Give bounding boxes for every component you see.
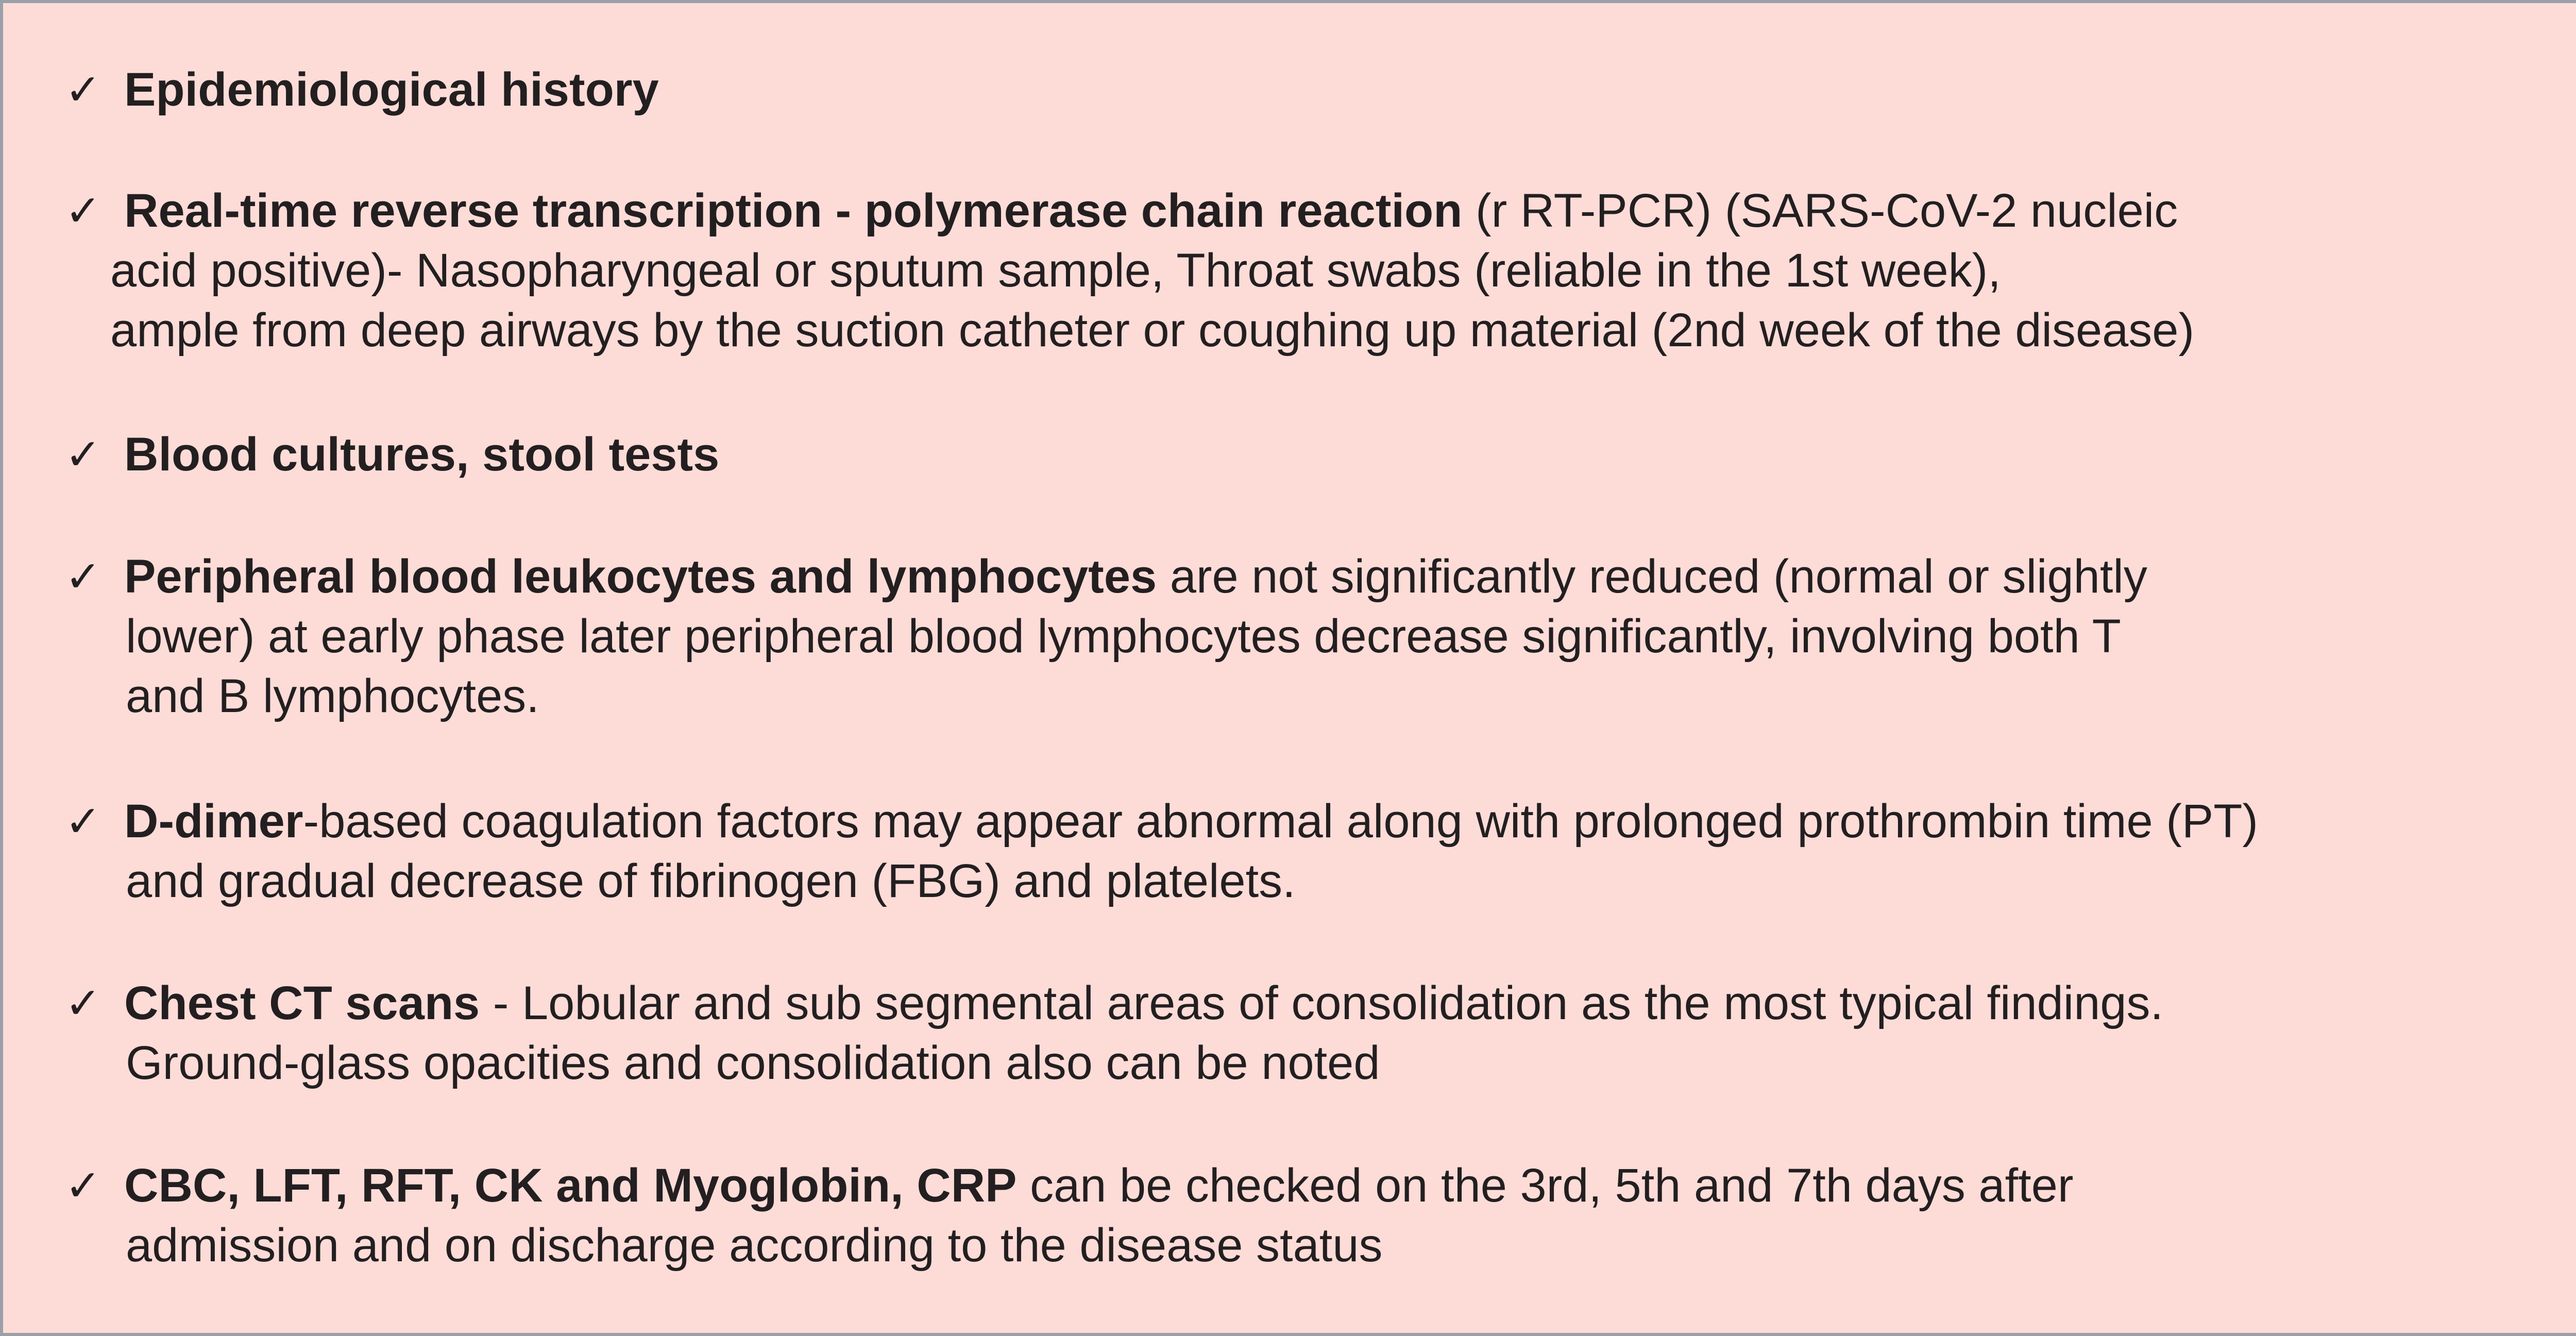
checklist-item-chest-ct (65, 973, 2576, 1093)
item-text: can be checked on the 3rd, 5th and 7th days after (1016, 1159, 2074, 1212)
checkmark-icon: ✓ (65, 796, 101, 847)
checklist-item-rt-pcr (65, 181, 2576, 360)
item-heading: Blood cultures, stool tests (124, 428, 720, 481)
item-text: -based coagulation factors may appear abnormal along with prolonged prothrombin time (PT) (303, 795, 2259, 848)
item-text: are not significantly reduced (normal or slightly (1157, 550, 2147, 603)
checkmark-icon: ✓ (65, 429, 101, 480)
item-text: - Lobular and sub segmental areas of consolidation as the most typical findings. (480, 977, 2164, 1029)
checkmark-icon: ✓ (65, 551, 101, 602)
item-heading: Real-time reverse transcription - polymerase chain reaction (124, 184, 1463, 237)
checklist-item-lab-tests (65, 1156, 2576, 1275)
item-heading: D-dimer (124, 795, 303, 848)
checkmark-icon: ✓ (65, 978, 101, 1028)
item-text-line: ample from deep airways by the suction catheter or coughing up material (2nd week of the disease) (110, 304, 2195, 357)
checklist-item-leukocytes (65, 547, 2576, 726)
item-text: (r RT-PCR) (SARS-CoV-2 nucleic (1462, 184, 2178, 237)
item-text-line: and gradual decrease of fibrinogen (FBG) and platelets. (126, 855, 1296, 907)
checkmark-icon: ✓ (65, 64, 101, 115)
checkmark-icon: ✓ (65, 1160, 101, 1211)
item-text-line: lower) at early phase later peripheral blood lymphocytes decrease significantly, involving both T (126, 610, 2121, 663)
item-text-line: acid positive)- Nasopharyngeal or sputum sample, Throat swabs (reliable in the 1st week), (110, 244, 2001, 297)
item-heading: Epidemiological history (124, 63, 659, 116)
item-text-line: admission and on discharge according to the disease status (126, 1219, 1383, 1272)
item-text-line: and B lymphocytes. (126, 670, 539, 722)
item-heading: Peripheral blood leukocytes and lymphocytes (124, 550, 1157, 603)
checkmark-icon: ✓ (65, 185, 101, 236)
item-heading: CBC, LFT, RFT, CK and Myoglobin, CRP (124, 1159, 1017, 1212)
item-heading: Chest CT scans (124, 977, 480, 1029)
checklist-item-d-dimer (65, 791, 2576, 911)
checklist-item-epidemiological-history (65, 60, 2576, 120)
checklist-item-blood-cultures (65, 425, 2576, 484)
item-text-line: Ground-glass opacities and consolidation also can be noted (126, 1037, 1380, 1089)
